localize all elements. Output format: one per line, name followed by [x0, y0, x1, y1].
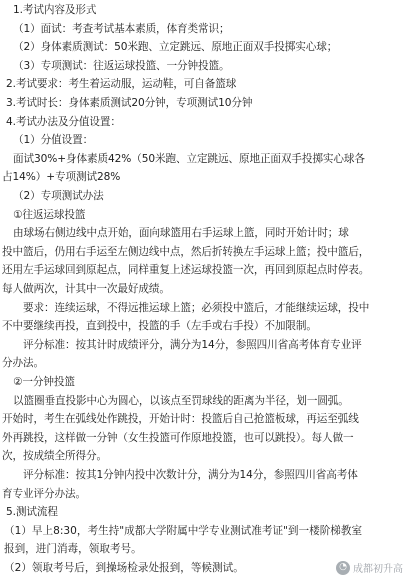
text-line: 由球场右侧边线中点开始，面向球篮用右手运球上篮，同时开始计时；球	[13, 227, 349, 240]
text-line: 投中篮后，仍用右手运至左侧边线中点，然后折转换左手运球上篮；投中篮后，	[2, 245, 370, 258]
watermark-text: 成都初升高	[353, 564, 403, 575]
text-line: 报到，进门消毒，领取考号。	[4, 543, 142, 556]
wechat-icon: ◔	[336, 561, 350, 575]
text-line: （1）面试：考查考试基本素质，体育类常识；	[13, 22, 230, 35]
text-line: 育专业评分办法。	[2, 487, 86, 500]
text-line: 每人做两次，计其中一次最好成绩。	[2, 283, 170, 295]
text-line: （1）分值设置：	[13, 134, 94, 147]
text-line: 次，按成绩全所得分。	[2, 450, 107, 463]
subheading-one-minute-shot: ②一分钟投篮	[13, 376, 75, 388]
text-line: 还用左手运球回到原起点，同样重复上述运球投篮一次，再回到原起点时停表。	[2, 264, 370, 277]
text-line: （2）专项测试办法	[13, 190, 104, 202]
text-line: （2）身体素质测试：50米跑、立定跳远、原地正面双手投掷实心球；	[13, 41, 338, 54]
text-line: 评分标准：按其计时成绩评分，满分为14分，参照四川省高考体育专业评	[23, 338, 362, 351]
text-line: 不中要继续再投，直到投中，投篮的手（左手或右手投）不加限制。	[2, 320, 317, 333]
text-line: （2）领取考号后，到操场检录处报到，等候测试。	[4, 562, 244, 574]
text-line: 面试30%+身体素质42%（50米跑、立定跳远、原地正面双手投掷实心球各	[13, 152, 365, 165]
text-line: 外再跳投，这样做一分钟（女生投篮可作原地投篮，也可以跳投）。每人做一	[2, 431, 354, 444]
text-line: 要求：连续运球，不得远推运球上篮；必须投中篮后，才能继续运球，投中	[23, 301, 370, 314]
section-heading-method: 4.考试办法及分值设置：	[6, 115, 121, 128]
section-heading-duration: 3.考试时长：身体素质测试20分钟，专项测试10分钟	[6, 97, 253, 109]
text-line: 分办法。	[2, 357, 44, 370]
subheading-dribble-shot: ①往返运球投篮	[13, 208, 86, 221]
text-line: （3）专项测试：往返运球投篮、一分钟投篮。	[13, 59, 230, 72]
text-line: 以篮圈垂直投影中心为圆心，以该点至罚球线的距离为半径，划一圆弧。	[13, 394, 349, 407]
text-line: 开始时，考生在弧线处作跳投，开始计时：投篮后自己抢篮板球，再运至弧线	[2, 413, 359, 426]
text-line: 评分标准：按其1分钟内投中次数计分，满分为14分，参照四川省高考体	[23, 469, 358, 481]
section-heading-requirements: 2.考试要求：考生着运动服，运动鞋，可自备篮球	[6, 78, 237, 91]
section-heading-content: 1.考试内容及形式	[13, 4, 97, 16]
text-line: （1）早上8:30，考生持"成都大学附属中学专业测试准考证"到一楼阶梯教室	[4, 524, 363, 537]
text-line: 占14%）+专项测试28%	[2, 171, 121, 184]
watermark	[336, 560, 403, 575]
section-heading-process: 5.测试流程	[6, 506, 58, 519]
